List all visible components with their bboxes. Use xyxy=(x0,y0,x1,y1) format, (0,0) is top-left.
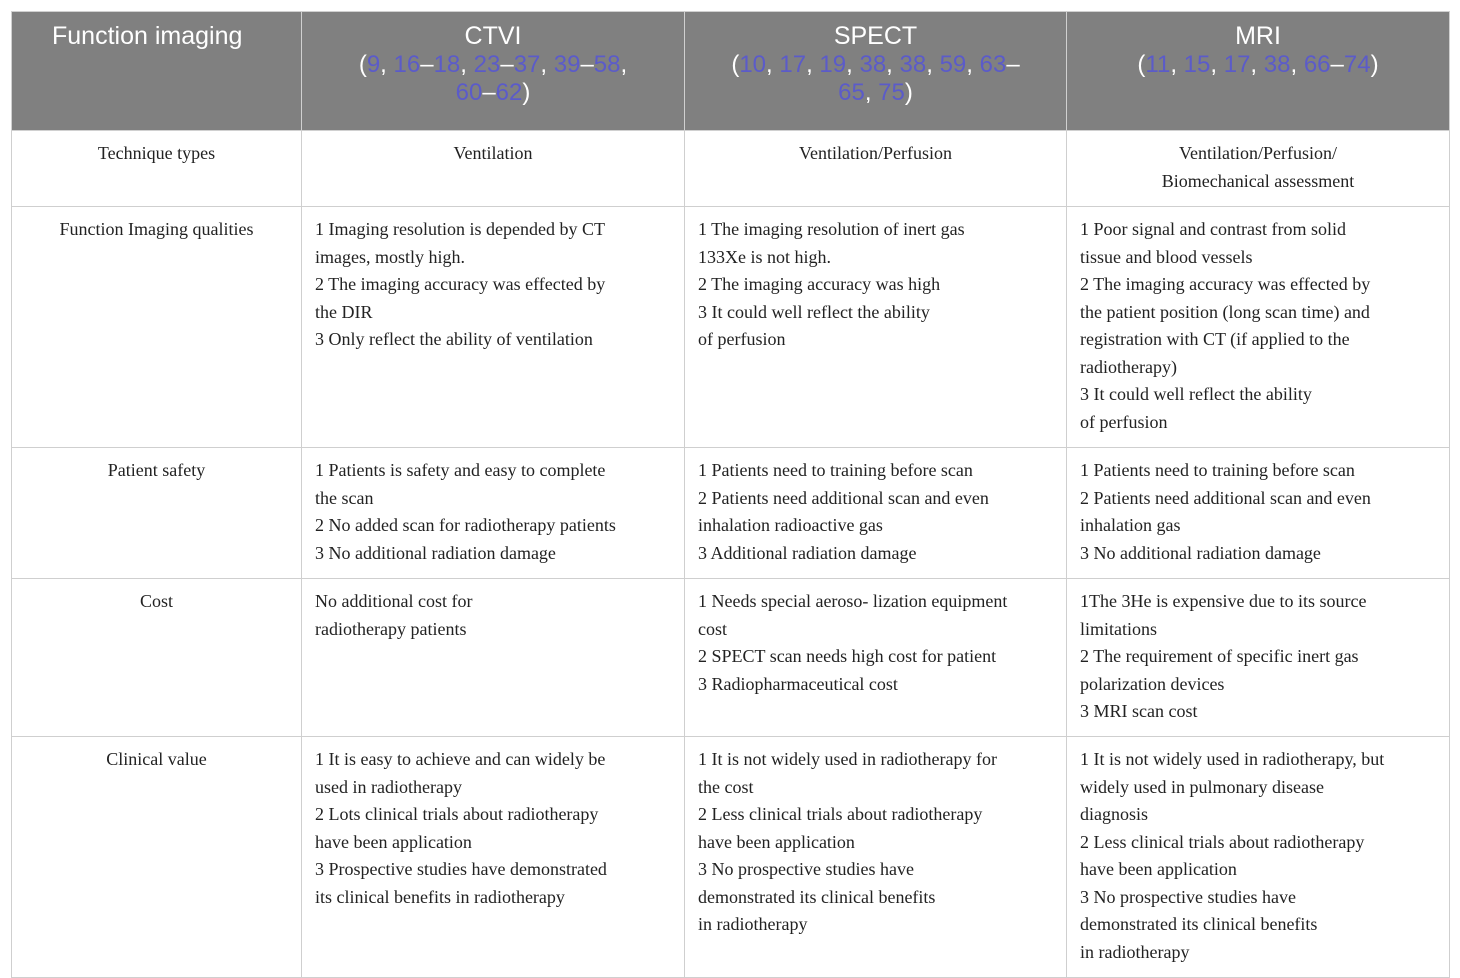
reference-punctuation: , xyxy=(966,51,980,78)
cell-line: 2 Patients need additional scan and even xyxy=(1080,487,1371,508)
cell-line: 1 Patients need to training before scan xyxy=(698,460,973,480)
comparison-table xyxy=(11,11,1450,978)
row-label: Technique types xyxy=(12,131,302,207)
reference-link[interactable]: 60 xyxy=(455,79,483,106)
reference-punctuation: , xyxy=(380,51,394,78)
cell-line: the cost xyxy=(698,776,754,797)
table-body xyxy=(12,131,1450,978)
reference-punctuation: , xyxy=(1290,51,1304,78)
reference-list xyxy=(1077,51,1439,79)
table-cell xyxy=(1067,579,1450,737)
table-cell xyxy=(685,579,1067,737)
cell-line: in radiotherapy xyxy=(698,914,808,934)
reference-link[interactable]: 17 xyxy=(1223,51,1251,78)
cell-line: inhalation radioactive gas xyxy=(698,515,883,535)
reference-punctuation: – xyxy=(1006,51,1020,78)
cell-line: 1 It is easy to achieve and can widely be xyxy=(315,749,606,769)
table-row xyxy=(12,131,1450,207)
cell-line: 2 The imaging accuracy was effected by xyxy=(315,274,606,294)
cell-line: cost xyxy=(698,618,727,639)
row-label: Clinical value xyxy=(12,737,302,978)
reference-punctuation: , xyxy=(1250,51,1264,78)
cell-line: of perfusion xyxy=(698,329,786,349)
table-cell xyxy=(302,579,685,737)
reference-link[interactable]: 10 xyxy=(739,51,767,78)
table-cell xyxy=(685,737,1067,978)
reference-punctuation: – xyxy=(420,51,434,78)
reference-link[interactable]: 11 xyxy=(1145,51,1171,78)
reference-punctuation: – xyxy=(1330,51,1344,78)
cell-line: 1 Patients is safety and easy to complete xyxy=(315,460,606,480)
cell-line: 2 Less clinical trials about radiotherapy xyxy=(698,804,983,824)
reference-link[interactable]: 75 xyxy=(878,79,905,106)
reference-punctuation: ( xyxy=(731,51,740,78)
cell-line: tissue and blood vessels xyxy=(1080,246,1253,267)
cell-line: polarization devices xyxy=(1080,673,1225,694)
header-title: SPECT xyxy=(833,22,918,50)
reference-link[interactable]: 74 xyxy=(1343,51,1371,78)
reference-list xyxy=(695,51,1056,107)
reference-link[interactable]: 62 xyxy=(495,79,523,106)
cell-line: 3 No prospective studies have xyxy=(698,859,914,879)
reference-link[interactable]: 59 xyxy=(939,51,967,78)
cell-line: 3 No additional radiation damage xyxy=(315,542,556,563)
header-title: CTVI xyxy=(464,22,522,50)
cell-line: 1 Poor signal and contrast from solid xyxy=(1080,219,1346,239)
reference-link[interactable]: 9 xyxy=(366,51,381,78)
table-header xyxy=(12,12,1450,131)
cell-line: 2 The imaging accuracy was high xyxy=(698,274,941,294)
cell-line: of perfusion xyxy=(1080,411,1168,432)
cell-line: 3 No additional radiation damage xyxy=(1080,542,1321,563)
cell-line: its clinical benefits in radiotherapy xyxy=(315,886,565,907)
table-cell xyxy=(685,131,1067,207)
cell-line: in radiotherapy xyxy=(1080,941,1190,962)
cell-line: radiotherapy patients xyxy=(315,618,467,639)
reference-link[interactable]: 17 xyxy=(779,51,807,78)
cell-line: have been application xyxy=(315,831,472,852)
cell-line: images, mostly high. xyxy=(315,246,465,267)
reference-punctuation: , xyxy=(1170,51,1184,78)
reference-link[interactable]: 38 xyxy=(899,51,927,78)
cell-line: widely used in pulmonary disease xyxy=(1080,776,1324,797)
cell-line: have been application xyxy=(1080,859,1237,879)
header-spect xyxy=(685,12,1067,131)
reference-link[interactable]: 66 xyxy=(1303,51,1331,78)
header-mri xyxy=(1067,12,1450,131)
cell-line: have been application xyxy=(698,831,855,852)
table-cell xyxy=(1067,737,1450,978)
table-cell xyxy=(302,737,685,978)
reference-link[interactable]: 65 xyxy=(838,79,865,106)
cell-line: Ventilation/Perfusion/ xyxy=(1179,143,1337,163)
header-title: MRI xyxy=(1235,22,1281,50)
reference-punctuation: ) xyxy=(522,79,531,106)
reference-link[interactable]: 19 xyxy=(819,51,847,78)
cell-line: 1The 3He is expensive due to its source xyxy=(1080,591,1367,611)
cell-line: inhalation gas xyxy=(1080,515,1181,535)
reference-punctuation: , xyxy=(1210,51,1224,78)
reference-punctuation: , xyxy=(806,51,820,78)
table-row xyxy=(12,207,1450,448)
reference-punctuation: ) xyxy=(1370,51,1379,78)
reference-punctuation: – xyxy=(482,79,496,106)
cell-line: radiotherapy) xyxy=(1080,356,1177,377)
cell-line: diagnosis xyxy=(1080,804,1149,824)
cell-line: 1 It is not widely used in radiotherapy, but xyxy=(1080,749,1385,769)
cell-line: 1 Patients need to training before scan xyxy=(1080,460,1355,480)
header-row xyxy=(12,12,1450,131)
cell-line: demonstrated its clinical benefits xyxy=(698,886,936,907)
reference-punctuation: , xyxy=(846,51,860,78)
cell-line: 1 The imaging resolution of inert gas xyxy=(698,219,965,239)
cell-line: 2 SPECT scan needs high cost for patient xyxy=(698,646,997,666)
reference-punctuation: – xyxy=(580,51,594,78)
cell-line: Biomechanical assessment xyxy=(1161,170,1355,191)
reference-punctuation: ( xyxy=(358,51,367,78)
reference-link[interactable]: 63 xyxy=(979,51,1007,78)
reference-punctuation: , xyxy=(886,51,900,78)
header-ctvi xyxy=(302,12,685,131)
reference-punctuation: , xyxy=(864,79,879,106)
table-cell xyxy=(1067,131,1450,207)
cell-line: registration with CT (if applied to the xyxy=(1080,329,1350,349)
cell-line: 3 No prospective studies have xyxy=(1080,886,1296,907)
cell-line: 2 Less clinical trials about radiotherapy xyxy=(1080,831,1365,852)
cell-line: 3 It could well reflect the ability xyxy=(1080,384,1312,404)
table-cell xyxy=(685,448,1067,579)
reference-link[interactable]: 38 xyxy=(1263,51,1291,78)
reference-link[interactable]: 18 xyxy=(433,51,461,78)
cell-line: 2 Lots clinical trials about radiotherapy xyxy=(315,804,599,824)
table-cell xyxy=(685,207,1067,448)
reference-punctuation: ( xyxy=(1137,51,1146,78)
cell-line: Ventilation/Perfusion xyxy=(799,143,952,163)
reference-link[interactable]: 16 xyxy=(393,51,421,78)
row-label: Function Imaging qualities xyxy=(12,207,302,448)
table-row xyxy=(12,737,1450,978)
table-cell xyxy=(1067,207,1450,448)
cell-line: 1 Imaging resolution is depended by CT xyxy=(315,219,605,239)
cell-line: the patient position (long scan time) and xyxy=(1080,301,1370,322)
reference-punctuation: , xyxy=(460,51,474,78)
header-function-imaging: Function imaging xyxy=(12,12,302,131)
cell-line: the DIR xyxy=(315,301,373,322)
reference-punctuation: – xyxy=(500,51,514,78)
row-label: Cost xyxy=(12,579,302,737)
cell-line: 2 The requirement of specific inert gas xyxy=(1080,646,1359,666)
reference-link[interactable]: 15 xyxy=(1183,51,1211,78)
cell-line: 1 Needs special aeroso- lization equipment xyxy=(698,591,1008,611)
table-cell xyxy=(302,207,685,448)
cell-line: 2 No added scan for radiotherapy patients xyxy=(315,515,616,535)
table-cell xyxy=(302,448,685,579)
reference-punctuation: , xyxy=(766,51,780,78)
cell-line: limitations xyxy=(1080,618,1158,639)
reference-link[interactable]: 58 xyxy=(593,51,621,78)
reference-punctuation: , xyxy=(926,51,940,78)
reference-punctuation: ) xyxy=(904,79,913,106)
reference-punctuation: , xyxy=(540,51,554,78)
cell-line: 3 Only reflect the ability of ventilation xyxy=(315,329,593,349)
reference-link[interactable]: 23 xyxy=(473,51,501,78)
cell-line: 1 It is not widely used in radiotherapy for xyxy=(698,749,997,769)
row-label: Patient safety xyxy=(12,448,302,579)
table-row xyxy=(12,579,1450,737)
cell-line: 2 The imaging accuracy was effected by xyxy=(1080,274,1371,294)
cell-line: 3 Prospective studies have demonstrated xyxy=(315,859,607,879)
cell-line: 133Xe is not high. xyxy=(698,246,831,267)
cell-line: 3 MRI scan cost xyxy=(1080,701,1198,721)
cell-line: 3 Additional radiation damage xyxy=(698,542,917,563)
cell-line: No additional cost for xyxy=(315,591,473,611)
reference-punctuation: , xyxy=(620,51,628,78)
cell-line: the scan xyxy=(315,487,374,508)
table-row xyxy=(12,448,1450,579)
reference-link[interactable]: 38 xyxy=(859,51,887,78)
table-cell xyxy=(1067,448,1450,579)
cell-line: 2 Patients need additional scan and even xyxy=(698,487,989,508)
reference-list xyxy=(312,51,674,107)
cell-line: 3 It could well reflect the ability xyxy=(698,301,930,322)
reference-link[interactable]: 37 xyxy=(513,51,541,78)
cell-line: used in radiotherapy xyxy=(315,776,462,797)
table-cell xyxy=(302,131,685,207)
cell-line: Ventilation xyxy=(453,143,533,163)
cell-line: demonstrated its clinical benefits xyxy=(1080,914,1318,934)
reference-link[interactable]: 39 xyxy=(553,51,581,78)
cell-line: 3 Radiopharmaceutical cost xyxy=(698,673,898,694)
